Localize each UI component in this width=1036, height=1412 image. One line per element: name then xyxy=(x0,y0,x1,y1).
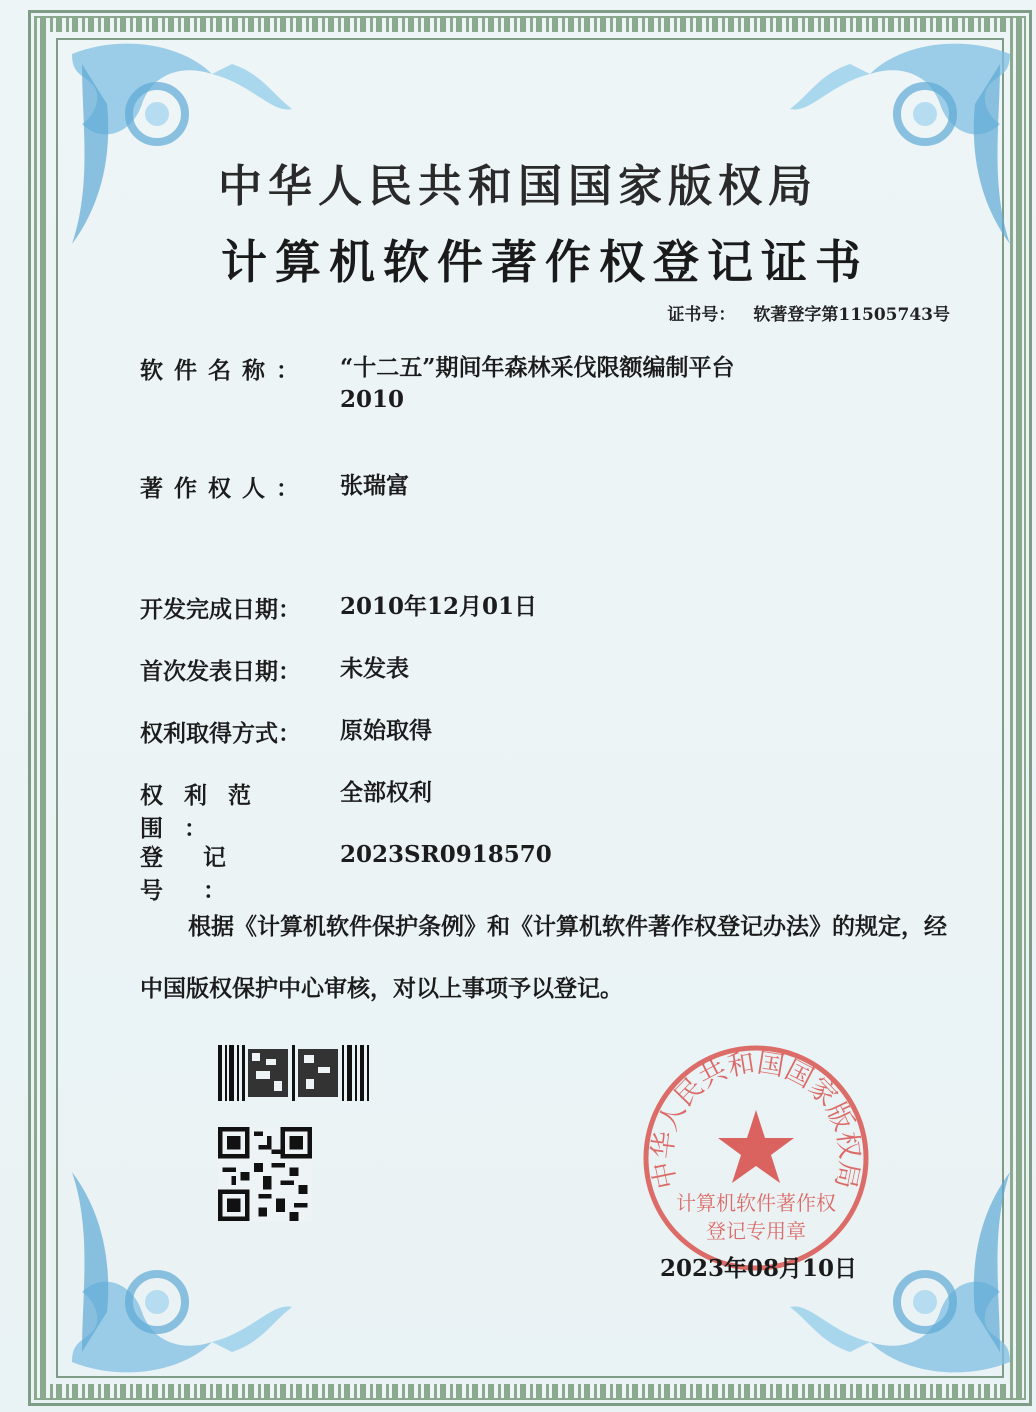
field-label: 登记号： xyxy=(140,844,266,904)
star-icon xyxy=(718,1110,794,1183)
field-copyright-holder xyxy=(140,470,900,503)
field-label: 权利取得方式： xyxy=(140,720,301,747)
statement-paragraph: 根据《计算机软件保护条例》和《计算机软件著作权登记办法》的规定，经中国版权保护中心审核，对以上事项予以登记。 xyxy=(140,913,947,1002)
issuer-title: 中华人民共和国国家版权局 xyxy=(218,161,818,212)
seal-line1: 计算机软件著作权 xyxy=(676,1191,836,1215)
official-seal xyxy=(640,1042,872,1274)
certificate-number-label: 证书号： xyxy=(667,305,736,325)
corner-ornament-icon xyxy=(780,34,1020,254)
software-name-line1: “十二五”期间年森林采伐限额编制平台 xyxy=(340,354,735,381)
field-value: 2023SR0918570 xyxy=(340,841,552,868)
certificate-number-value: 软著登字第11505743号 xyxy=(753,305,950,325)
issue-date: 2023年08月10日 xyxy=(660,1255,858,1282)
field-label: 开发完成日期： xyxy=(140,596,301,623)
field-value: 张瑞富 xyxy=(340,472,409,499)
field-label: 权利范围： xyxy=(140,782,272,842)
field-first-publication xyxy=(140,653,900,686)
field-value: 2010年12月01日 xyxy=(340,593,538,620)
field-completion-date xyxy=(140,591,900,624)
certificate-number xyxy=(667,300,950,325)
barcode-icon xyxy=(218,1045,372,1101)
field-label: 著作权人： xyxy=(140,475,310,502)
qr-code-icon xyxy=(218,1127,312,1221)
certificate-title: 计算机软件著作权登记证书 xyxy=(221,235,869,289)
seal-ring-text: 中华人民共和国国家版权局 xyxy=(647,1047,865,1192)
field-value: 原始取得 xyxy=(340,717,432,744)
field-acquisition-method xyxy=(140,715,900,748)
seal-line2: 登记专用章 xyxy=(706,1219,806,1243)
field-label: 软件名称： xyxy=(140,357,310,384)
software-name-line2: 2010 xyxy=(340,386,405,413)
field-value xyxy=(340,352,900,416)
corner-ornament-icon xyxy=(62,34,302,254)
field-value: 未发表 xyxy=(340,655,409,682)
field-rights-scope xyxy=(140,777,900,843)
field-value: 全部权利 xyxy=(340,779,432,806)
field-software-name xyxy=(140,352,900,416)
field-label: 首次发表日期： xyxy=(140,658,301,685)
